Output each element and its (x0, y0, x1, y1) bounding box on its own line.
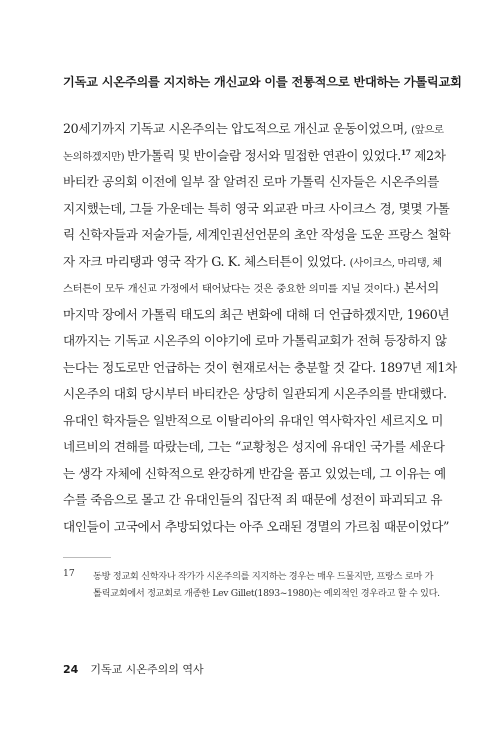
body-line-11: 시온주의 대회 당시부터 바티칸은 상당히 일관되게 시온주의를 반대했다. (63, 386, 447, 401)
body-text-segment: 20세기까지 기독교 시온주의는 압도적으로 개신교 운동이었으며, (63, 121, 412, 136)
body-aside-segment: 스터튼이 모두 개신교 가정에서 태어났다는 것은 중요한 의미를 지닐 것이다.) (63, 283, 400, 295)
body-line-9: 대까지는 기독교 시온주의 이야기에 로마 가톨릭교회가 전혀 등장하지 않 (63, 333, 447, 348)
page-number: 24 (63, 663, 79, 676)
footnote-divider (63, 557, 111, 558)
body-text-segment: 자 자크 마리탱과 영국 작가 G. K. 체스터튼이 있었다. (63, 253, 350, 269)
body-line-1 (63, 116, 444, 143)
section-heading: 기독교 시온주의를 지지하는 개신교와 이를 전통적으로 반대하는 가톨릭교회 (63, 75, 462, 89)
body-line-12: 유대인 학자들은 일반적으로 이탈리아의 유대인 역사학자인 세르지오 미 (63, 412, 444, 428)
footnote-text (93, 568, 439, 602)
body-line-3: 바티칸 공의회 이전에 일부 잘 알려진 로마 가톨릭 신자들은 시온주의를 (63, 174, 439, 189)
footnote (63, 568, 439, 602)
body-line-10: 는다는 정도로만 언급하는 것이 현재로서는 충분할 것 같다. 1897년 제1차 (63, 359, 457, 375)
body-text-segment: 본서의 (399, 280, 439, 295)
body-line-7 (63, 275, 439, 302)
running-title: 기독교 시온주의의 역사 (90, 663, 204, 676)
page-footer (63, 661, 204, 677)
body-line-15: 수를 죽음으로 몰고 간 유대인들의 집단적 죄 때문에 성전이 파괴되고 유 (63, 492, 443, 507)
footnote-number: 17 (63, 568, 75, 579)
body-line-8: 마지막 장에서 가톨릭 태도의 최근 변화에 대해 더 언급하겠지만, 1960년 (63, 306, 450, 322)
body-line-6 (63, 249, 442, 276)
body-text (63, 116, 457, 540)
body-aside-segment: (사이크스, 마리탱, 체 (349, 256, 442, 269)
body-aside-segment: 논의하겠지만) (63, 150, 128, 163)
body-line-5: 릭 신학자들과 저술가들, 세계인권선언문의 초안 작성을 도운 프랑스 철학 (63, 227, 451, 242)
footnote-reference[interactable]: 17 (400, 147, 411, 157)
body-line-14: 는 생각 자체에 신학적으로 완강하게 반감을 품고 있었는데, 그 이유는 예 (63, 465, 446, 481)
body-line-16: 대인들이 고국에서 추방되었다는 아주 오래된 경멸의 가르침 때문이었다” (63, 518, 450, 534)
footnote-line-1: 동방 정교회 신학자나 작가가 시온주의를 지지하는 경우는 매우 드물지만, 프랑스 로마 가 (93, 571, 434, 582)
body-text-segment: 제2차 (410, 147, 446, 163)
body-aside-segment: (앞으로 (411, 124, 444, 136)
body-text-segment: 반가톨릭 및 반이슬람 정서와 밀접한 연관이 있었다. (127, 147, 401, 163)
footnote-line-2: 톨릭교회에서 정교회로 개종한 Lev Gillet(1893~1980)는 예외적인 경우라고 할 수 있다. (93, 588, 440, 599)
body-line-4: 지지했는데, 그들 가운데는 특히 영국 외교관 마크 사이크스 경, 몇몇 가톨 (63, 200, 450, 216)
body-line-13: 네르비의 견해를 따랐는데, 그는 “교황청은 성지에 유대인 국가를 세운다 (63, 439, 445, 454)
body-line-2 (63, 143, 446, 170)
